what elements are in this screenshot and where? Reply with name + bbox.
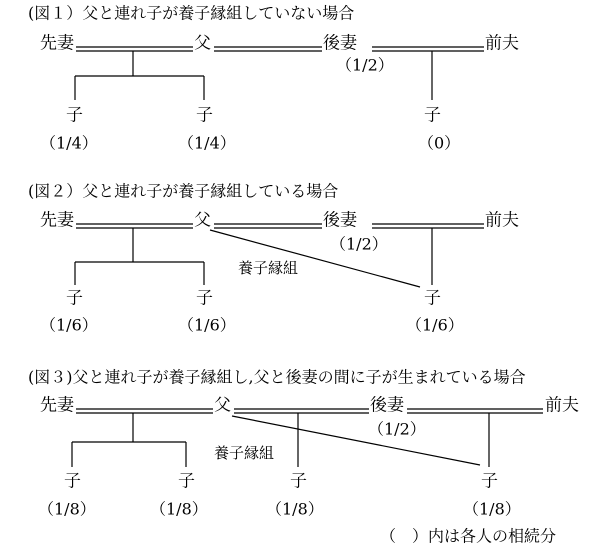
figure-2-child-2-share: （1/6） xyxy=(178,315,236,335)
figure-3-child-2-share: （1/8） xyxy=(150,499,208,519)
figure-3-marriage-lines xyxy=(76,409,543,413)
figure-3-former-husband: 前夫 xyxy=(545,395,579,416)
figure-2-title: (図２）父と連れ子が養子縁組している場合 xyxy=(28,181,339,201)
figure-3-child-3: 子 xyxy=(290,471,307,492)
figure-3-child-2: 子 xyxy=(178,471,195,492)
figure-1-later-wife: 後妻 xyxy=(323,33,357,54)
figure-1-later-wife-share: （1/2） xyxy=(336,55,394,75)
figure-2 xyxy=(28,182,519,335)
figure-2-former-wife: 先妻 xyxy=(40,210,74,231)
figure-2-father: 父 xyxy=(194,210,211,231)
figure-3-adoption-label: 養子縁組 xyxy=(214,444,275,462)
figure-1-title: (図１）父と連れ子が養子縁組していない場合 xyxy=(28,3,355,23)
figure-2-former-husband: 前夫 xyxy=(485,210,519,231)
figure-2-later-wife: 後妻 xyxy=(323,210,357,231)
figure-3-child-1-share: （1/8） xyxy=(38,499,96,519)
figure-3-later-wife: 後妻 xyxy=(370,395,404,416)
figure-2-child-3-share: （1/6） xyxy=(406,315,464,335)
figure-3-child-4: 子 xyxy=(481,471,498,492)
figure-2-child-2: 子 xyxy=(196,288,213,309)
figure-3-title: (図３)父と連れ子が養子縁組し,父と後妻の間に子が生まれている場合 xyxy=(28,367,526,387)
figure-1-former-wife: 先妻 xyxy=(40,33,74,54)
figure-2-child-1: 子 xyxy=(66,288,83,309)
figure-2-adoption-label: 養子縁組 xyxy=(238,259,299,277)
figure-1 xyxy=(28,4,519,153)
figure-1-child-2-share: （1/4） xyxy=(178,133,236,153)
figure-3-child-4-share: （1/8） xyxy=(463,499,521,519)
figure-1-father: 父 xyxy=(194,33,211,54)
share-legend-note: （ ）内は各人の相続分 xyxy=(380,526,557,546)
figure-2-child-1-share: （1/6） xyxy=(40,315,98,335)
figure-1-child-2: 子 xyxy=(196,105,213,126)
figure-3-father: 父 xyxy=(214,395,231,416)
figure-3-child-3-share: （1/8） xyxy=(266,499,324,519)
figure-3 xyxy=(28,368,579,519)
figure-1-child-3: 子 xyxy=(424,105,441,126)
figure-3-former-wife: 先妻 xyxy=(40,395,74,416)
figure-1-marriage-lines xyxy=(76,47,484,51)
figure-1-former-husband: 前夫 xyxy=(485,33,519,54)
figure-2-later-wife-share: （1/2） xyxy=(330,234,388,254)
figure-2-marriage-lines xyxy=(76,224,484,228)
figure-3-descent-lines xyxy=(72,413,489,467)
figure-3-child-1: 子 xyxy=(64,471,81,492)
figure-1-child-1: 子 xyxy=(66,105,83,126)
figure-1-child-1-share: （1/4） xyxy=(40,133,98,153)
figure-1-child-3-share: （0） xyxy=(418,133,461,153)
figure-2-child-3: 子 xyxy=(424,288,441,309)
figure-3-later-wife-share: （1/2） xyxy=(368,419,426,439)
